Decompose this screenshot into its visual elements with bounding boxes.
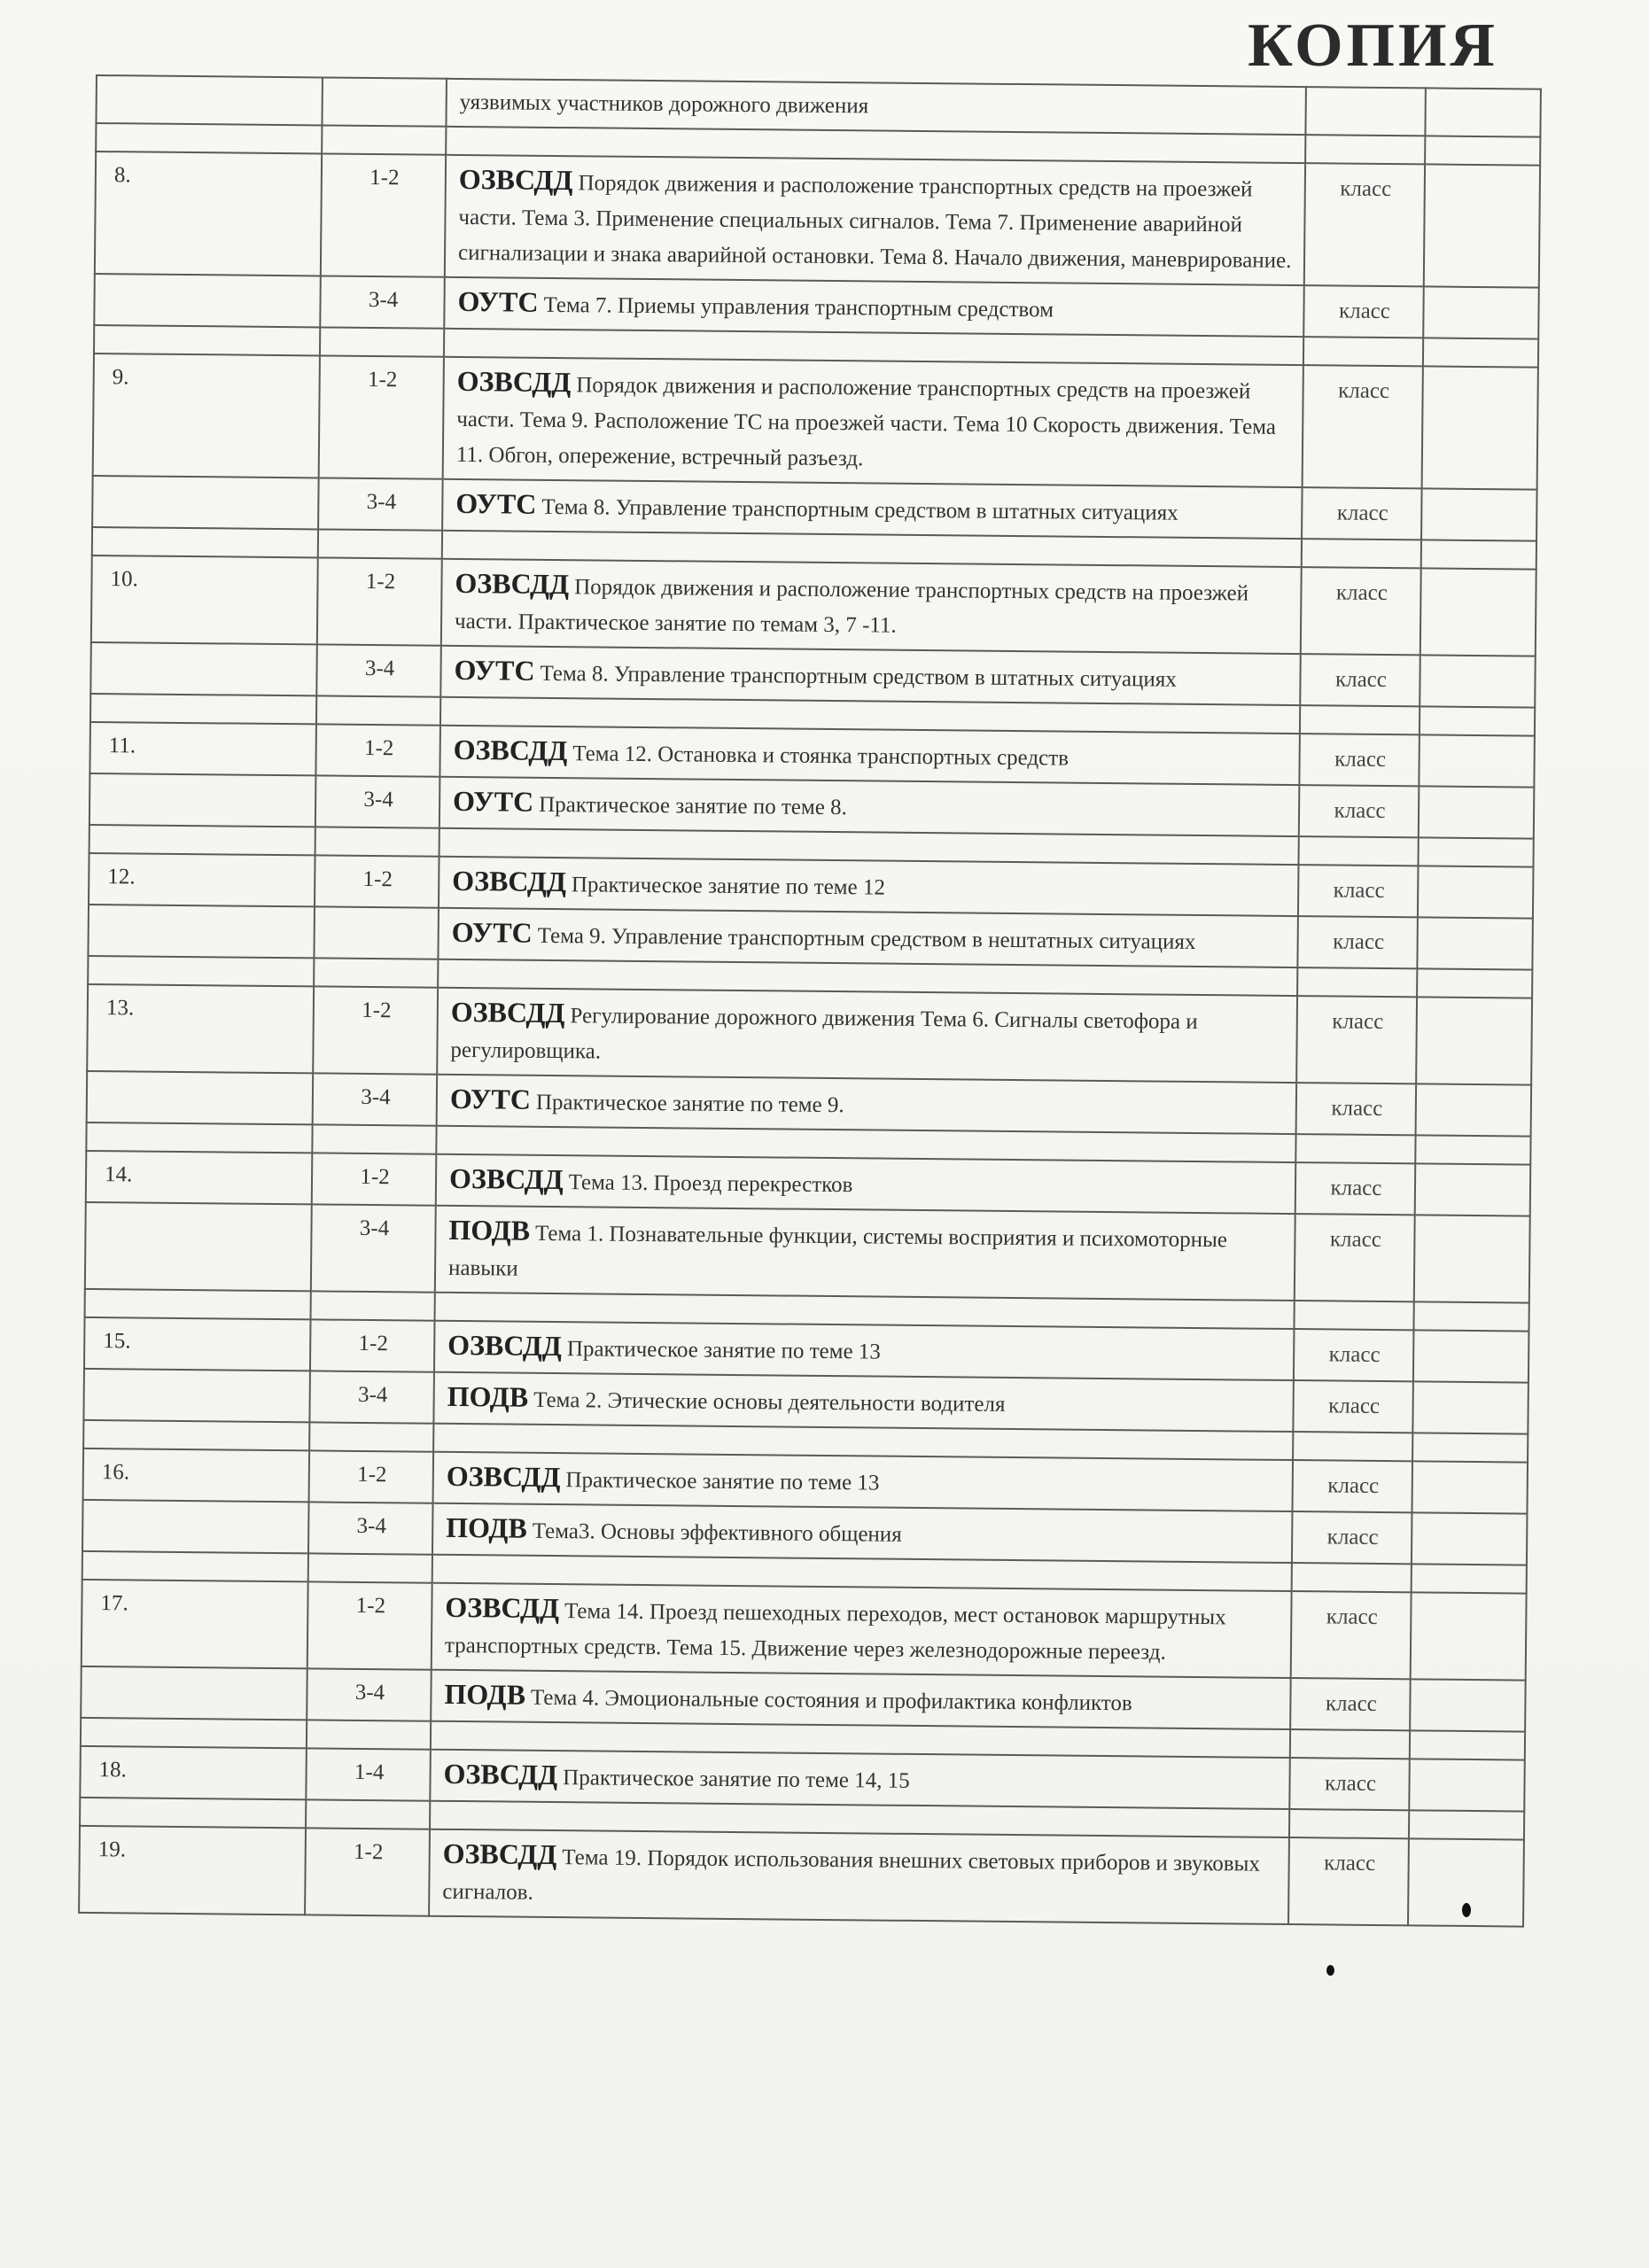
- day-number-cell: [93, 353, 320, 478]
- topic-cell: [434, 1321, 1295, 1380]
- subject-code: ОЗВСДД: [447, 1328, 563, 1363]
- day-number-cell: [87, 984, 314, 1073]
- spacer-cell: [306, 1799, 430, 1829]
- subject-code: ОУТС: [449, 1082, 532, 1115]
- lesson-place: класс: [1326, 1525, 1379, 1550]
- spacer-cell: [1302, 539, 1421, 568]
- place-cell: [1303, 285, 1424, 338]
- day-number: 8.: [113, 163, 131, 188]
- day-number-cell: [82, 1580, 308, 1668]
- subject-code: ПОДВ: [448, 1213, 531, 1247]
- intro-text: уязвимых участников дорожного движения: [459, 89, 869, 119]
- day-number: 17.: [100, 1591, 128, 1616]
- hours-cell: [315, 855, 439, 907]
- lesson-place: класс: [1327, 1473, 1380, 1498]
- day-number: 19.: [97, 1837, 127, 1862]
- extra-cell: [1416, 1084, 1532, 1136]
- lesson-topic: Практическое занятие по теме 14, 15: [563, 1766, 910, 1793]
- schedule-sheet: [78, 74, 1540, 1928]
- lesson-topic: Тема 14. Проезд пешеходных переходов, мест остановок маршрутных транспортных средств. Тема 15. Движение через железнодорожные переезд.: [444, 1599, 1226, 1665]
- place-cell: [1300, 654, 1420, 706]
- hours-cell: [307, 1668, 432, 1720]
- topic-cell: [437, 1075, 1297, 1134]
- hours-cell: [320, 276, 445, 328]
- subject-code: ОЗВСДД: [458, 162, 573, 197]
- lesson-topic: Практическое занятие по теме 13: [566, 1337, 882, 1364]
- place-cell: [1288, 1837, 1409, 1925]
- lesson-place: класс: [1328, 1394, 1381, 1418]
- subject-code: ОУТС: [457, 284, 539, 318]
- lesson-topic: Тема 9. Управление транспортным средством в нештатных ситуациях: [537, 923, 1196, 954]
- place-cell: [1302, 487, 1422, 540]
- lesson-topic: Тема 13. Проезд перекрестков: [568, 1170, 853, 1198]
- hours-cell: [315, 724, 440, 776]
- lesson-place: класс: [1331, 1096, 1383, 1121]
- place-cell: [1295, 1162, 1416, 1215]
- place-cell: [1299, 785, 1420, 837]
- spacer-cell: [1289, 1809, 1409, 1838]
- day-number: 16.: [101, 1460, 130, 1485]
- lesson-topic: Порядок движения и расположение транспортных средств на проезжей части. Тема 9. Расположение ТС на проезжей части. Тема 10 Скорость движения. Тема 11. Обгон, опережение, встречный разъезд.: [455, 373, 1277, 471]
- day-number-cell: [89, 773, 316, 827]
- hours-cell: [312, 1153, 437, 1205]
- topic-cell: [435, 1206, 1295, 1301]
- topic-cell: [439, 777, 1300, 836]
- day-number: 15.: [103, 1329, 131, 1354]
- day-number-cell: [81, 1666, 307, 1720]
- hours-cell: [307, 1581, 432, 1669]
- lesson-place: класс: [1325, 1691, 1377, 1716]
- lesson-topic: Практическое занятие по теме 13: [565, 1468, 880, 1495]
- hours-cell: [308, 1502, 433, 1554]
- spacer-cell: [1425, 136, 1540, 165]
- subject-code: ОЗВСДД: [456, 364, 572, 399]
- spacer-cell: [89, 825, 315, 855]
- hours-cell: [316, 644, 441, 696]
- topic-cell: [439, 857, 1299, 916]
- extra-cell: [1418, 866, 1534, 918]
- day-number: 14.: [104, 1162, 133, 1187]
- subject-code: ОЗВСДД: [453, 733, 568, 767]
- extra-cell: [1416, 997, 1532, 1084]
- hours-cell: [310, 1319, 435, 1371]
- table-row: [93, 353, 1538, 490]
- day-number: 11.: [108, 734, 136, 758]
- place-cell: [1297, 916, 1418, 968]
- hours-cell: [313, 986, 438, 1074]
- spacer-cell: [308, 1553, 432, 1582]
- lesson-place: класс: [1333, 878, 1385, 904]
- subject-code: ПОДВ: [444, 1677, 526, 1711]
- extra-cell: [1413, 1330, 1529, 1382]
- place-cell: [1291, 1591, 1412, 1679]
- spacer-cell: [1297, 967, 1417, 997]
- place-cell: [1303, 365, 1423, 488]
- topic-cell: [429, 1829, 1289, 1924]
- spacer-cell: [90, 694, 316, 724]
- schedule-body: [79, 75, 1541, 1927]
- day-number-cell: [88, 905, 315, 958]
- lesson-place: класс: [1326, 1604, 1378, 1629]
- topic-cell: [445, 155, 1305, 285]
- extra-cell: [1419, 734, 1535, 787]
- spacer-cell: [92, 527, 318, 557]
- day-number-cell: [84, 1317, 311, 1371]
- topic-cell: [433, 1452, 1294, 1511]
- place-cell: [1292, 1511, 1412, 1564]
- spacer-cell: [1305, 135, 1425, 164]
- num-cell: [96, 75, 323, 125]
- hours-cell: [318, 478, 443, 530]
- lesson-hours: 1-2: [365, 569, 396, 594]
- spacer-cell: [1292, 1563, 1412, 1592]
- extra-cell: [1409, 1759, 1525, 1811]
- hours-cell: [305, 1828, 430, 1915]
- place-cell: [1296, 996, 1417, 1084]
- lesson-hours: 1-2: [358, 1331, 389, 1356]
- copy-stamp: КОПИЯ: [1248, 12, 1498, 80]
- spacer-cell: [1420, 706, 1535, 735]
- spacer-cell: [320, 327, 444, 356]
- table-row: [95, 151, 1540, 288]
- spacer-cell: [1409, 1810, 1524, 1839]
- place-cell: [1305, 87, 1426, 136]
- ink-dot: [1462, 1903, 1471, 1917]
- spacer-cell: [1300, 705, 1420, 734]
- spacer-cell: [312, 1124, 436, 1153]
- subject-code: ОУТС: [451, 915, 533, 949]
- lesson-place: класс: [1338, 299, 1391, 324]
- lesson-place: класс: [1338, 378, 1390, 404]
- hours-cell: [321, 153, 446, 276]
- lesson-topic: Практическое занятие по теме 9.: [535, 1090, 844, 1118]
- lesson-topic: Тема3. Основы эффективного общения: [532, 1518, 902, 1547]
- hours-cell: [317, 557, 442, 645]
- spacer-cell: [1410, 1730, 1525, 1759]
- day-number-cell: [83, 1449, 310, 1502]
- day-number-cell: [95, 151, 322, 276]
- spacer-cell: [314, 958, 438, 987]
- topic-cell: [430, 1750, 1290, 1809]
- spacer-cell: [86, 1122, 312, 1153]
- spacer-cell: [1295, 1134, 1415, 1163]
- place-cell: [1290, 1678, 1411, 1730]
- spacer-cell: [96, 123, 322, 153]
- lesson-hours: 1-2: [363, 735, 394, 761]
- place-cell: [1304, 163, 1425, 286]
- hours-cell: [309, 1450, 434, 1503]
- lesson-hours: 1-2: [355, 1593, 386, 1619]
- extra-cell: [1420, 655, 1536, 707]
- day-number-cell: [89, 853, 315, 906]
- lesson-hours: 1-2: [367, 367, 398, 392]
- day-number-cell: [82, 1500, 309, 1553]
- hours-cell: [322, 77, 447, 126]
- topic-cell: [440, 646, 1301, 705]
- extra-cell: [1412, 1512, 1528, 1565]
- extra-cell: [1424, 164, 1540, 287]
- topic-cell: [432, 1503, 1293, 1563]
- day-number-cell: [90, 642, 317, 695]
- spacer-cell: [1290, 1729, 1410, 1759]
- place-cell: [1289, 1758, 1410, 1810]
- lesson-place: класс: [1324, 1851, 1376, 1876]
- lesson-place: класс: [1329, 1227, 1382, 1252]
- spacer-cell: [311, 1291, 435, 1320]
- lesson-hours: 3-4: [366, 489, 397, 515]
- topic-cell: [444, 277, 1304, 337]
- lesson-hours: 3-4: [357, 1382, 388, 1408]
- lesson-topic: Практическое занятие по теме 12: [571, 873, 886, 900]
- lesson-hours: 3-4: [361, 1084, 391, 1110]
- spacer-cell: [315, 827, 439, 856]
- spacer-cell: [83, 1420, 309, 1450]
- lesson-hours: 1-2: [360, 1164, 390, 1190]
- table-row: [85, 1202, 1530, 1303]
- place-cell: [1294, 1329, 1414, 1381]
- lesson-topic: Порядок движения и расположение транспортных средств на проезжей части. Практическое занятие по темам 3, 7 -11.: [454, 575, 1249, 638]
- place-cell: [1301, 567, 1421, 655]
- lesson-topic: Порядок движения и расположение транспортных средств на проезжей части. Тема 3. Применение специальных сигналов. Тема 7. Применение аварийной сигнализации и знака аварийной остановки. Тема 8. Начало движения, маневрирование.: [457, 171, 1292, 273]
- topic-cell: [432, 1583, 1292, 1678]
- table-row: [82, 1580, 1527, 1681]
- day-number-cell: [83, 1369, 310, 1422]
- subject-code: ОЗВСДД: [442, 1837, 557, 1871]
- spacer-cell: [309, 1422, 433, 1451]
- extra-cell: [1419, 786, 1535, 838]
- hours-cell: [309, 1371, 434, 1423]
- lesson-place: класс: [1324, 1771, 1377, 1796]
- day-number-cell: [86, 1151, 313, 1204]
- lesson-hours: 3-4: [368, 287, 399, 313]
- day-number-cell: [89, 722, 316, 775]
- spacer-cell: [316, 695, 440, 725]
- day-number: 10.: [110, 567, 138, 592]
- lesson-hours: 1-2: [362, 998, 392, 1023]
- table-row: [91, 555, 1536, 656]
- spacer-cell: [307, 1720, 431, 1749]
- lesson-topic: Регулирование дорожного движения Тема 6. Сигналы светофора и регулировщика.: [450, 1004, 1198, 1064]
- spacer-cell: [318, 529, 442, 558]
- subject-code: ОЗВСДД: [443, 1757, 558, 1791]
- subject-code: ОЗВСДД: [455, 566, 570, 601]
- topic-cell: [438, 908, 1298, 967]
- day-number-cell: [91, 555, 318, 644]
- topic-cell: [441, 559, 1302, 654]
- hours-cell: [311, 1204, 436, 1292]
- spacer-cell: [1421, 540, 1536, 569]
- topic-cell: [436, 1154, 1296, 1214]
- table-row: [79, 1826, 1524, 1927]
- subject-code: ОЗВСДД: [446, 1459, 561, 1494]
- lesson-topic: Практическое занятие по теме 8.: [539, 792, 848, 820]
- spacer-cell: [88, 956, 314, 986]
- spacer-cell: [1412, 1433, 1528, 1462]
- spacer-cell: [1418, 837, 1533, 866]
- lesson-topic: Тема 2. Этические основы деятельности водителя: [533, 1387, 1006, 1417]
- extra-cell: [1420, 568, 1536, 656]
- topic-cell: [437, 988, 1297, 1083]
- spacer-cell: [1298, 836, 1418, 866]
- lesson-hours: 1-4: [354, 1759, 385, 1785]
- hours-cell: [313, 1073, 438, 1125]
- lesson-place: класс: [1340, 176, 1392, 202]
- topic-cell: [433, 1372, 1294, 1432]
- hours-cell: [314, 906, 439, 959]
- lesson-hours: 3-4: [359, 1216, 390, 1241]
- lesson-place: класс: [1334, 667, 1388, 693]
- lesson-hours: 1-2: [353, 1839, 384, 1865]
- lesson-place: класс: [1336, 501, 1388, 526]
- day-number-cell: [79, 1826, 306, 1915]
- subject-code: ПОДВ: [447, 1379, 529, 1413]
- lesson-topic: Тема 7. Приемы управления транспортным средством: [543, 292, 1054, 322]
- hours-cell: [306, 1748, 431, 1800]
- extra-cell: [1410, 1679, 1526, 1731]
- topic-cell: [431, 1670, 1291, 1729]
- subject-code: ПОДВ: [446, 1511, 527, 1544]
- hours-cell: [319, 355, 444, 478]
- extra-cell: [1421, 488, 1537, 540]
- spacer-cell: [1415, 1135, 1530, 1164]
- subject-code: ОУТС: [455, 486, 537, 520]
- intro-cell: [446, 79, 1305, 135]
- lesson-hours: 3-4: [364, 656, 395, 681]
- table-row: [87, 984, 1532, 1085]
- lesson-topic: Тема 1. Познавательные функции, системы восприятия и психомоторные навыки: [447, 1221, 1228, 1281]
- day-number-cell: [80, 1746, 307, 1799]
- spacer-cell: [1417, 968, 1532, 998]
- day-number: 18.: [98, 1758, 128, 1783]
- extra-cell: [1412, 1381, 1528, 1433]
- lesson-place: класс: [1328, 1342, 1381, 1367]
- day-number-cell: [87, 1071, 314, 1124]
- lesson-topic: Тема 4. Эмоциональные состояния и профилактика конфликтов: [530, 1685, 1132, 1716]
- lesson-hours: 1-2: [369, 165, 400, 190]
- place-cell: [1292, 1460, 1412, 1512]
- lesson-hours: 3-4: [363, 787, 393, 812]
- lesson-topic: Тема 12. Остановка и стоянка транспортных средств: [572, 742, 1070, 771]
- extra-cell: [1423, 286, 1539, 338]
- hours-cell: [315, 775, 440, 827]
- lesson-place: класс: [1335, 580, 1388, 606]
- topic-cell: [442, 479, 1303, 539]
- lesson-place: класс: [1334, 747, 1387, 773]
- extra-cell: [1422, 366, 1538, 489]
- spacer-cell: [1294, 1301, 1413, 1330]
- lesson-topic: Тема 19. Порядок использования внешних световых приборов и звуковых сигналов.: [442, 1845, 1261, 1905]
- lesson-hours: 3-4: [354, 1680, 385, 1705]
- spacer-cell: [94, 325, 320, 355]
- subject-code: ОЗВСДД: [450, 995, 565, 1029]
- place-cell: [1299, 734, 1420, 786]
- spacer-cell: [85, 1289, 311, 1319]
- extra-cell: [1425, 88, 1541, 136]
- extra-cell: [1414, 1215, 1530, 1302]
- ink-dot: [1326, 1965, 1334, 1976]
- extra-cell: [1415, 1163, 1531, 1216]
- spacer-cell: [1413, 1301, 1528, 1331]
- lesson-place: класс: [1332, 1009, 1384, 1034]
- schedule-table: [78, 74, 1542, 1928]
- lesson-topic: Тема 8. Управление транспортным средством в штатных ситуациях: [540, 661, 1177, 692]
- subject-code: ОУТС: [452, 784, 534, 818]
- spacer-cell: [322, 125, 446, 154]
- lesson-hours: 1-2: [357, 1462, 387, 1487]
- spacer-cell: [1412, 1564, 1527, 1593]
- day-number-cell: [92, 476, 319, 529]
- place-cell: [1293, 1380, 1413, 1433]
- day-number-cell: [85, 1202, 312, 1291]
- spacer-cell: [1293, 1432, 1412, 1461]
- place-cell: [1296, 1083, 1417, 1135]
- lesson-place: класс: [1330, 1176, 1382, 1200]
- spacer-cell: [80, 1798, 306, 1828]
- spacer-cell: [1303, 337, 1423, 366]
- day-number: 12.: [107, 865, 136, 889]
- place-cell: [1298, 865, 1419, 917]
- lesson-place: класс: [1334, 798, 1386, 824]
- extra-cell: [1411, 1592, 1527, 1680]
- lesson-place: класс: [1333, 929, 1385, 955]
- extra-cell: [1417, 917, 1533, 969]
- spacer-cell: [82, 1551, 308, 1581]
- extra-cell: [1412, 1461, 1528, 1513]
- subject-code: ОЗВСДД: [448, 1161, 564, 1196]
- day-number: 13.: [105, 996, 135, 1021]
- subject-code: ОЗВСДД: [445, 1590, 560, 1625]
- spacer-cell: [1423, 338, 1538, 367]
- topic-cell: [439, 726, 1300, 785]
- place-cell: [1295, 1214, 1415, 1301]
- subject-code: ОЗВСДД: [452, 864, 567, 898]
- lesson-topic: Тема 8. Управление транспортным средством в штатных ситуациях: [541, 494, 1178, 525]
- subject-code: ОУТС: [454, 653, 535, 687]
- topic-cell: [443, 357, 1303, 487]
- lesson-hours: 3-4: [356, 1513, 387, 1539]
- day-number: 9.: [112, 365, 129, 390]
- day-number-cell: [94, 274, 321, 327]
- spacer-cell: [81, 1718, 307, 1748]
- lesson-hours: 1-2: [362, 866, 393, 892]
